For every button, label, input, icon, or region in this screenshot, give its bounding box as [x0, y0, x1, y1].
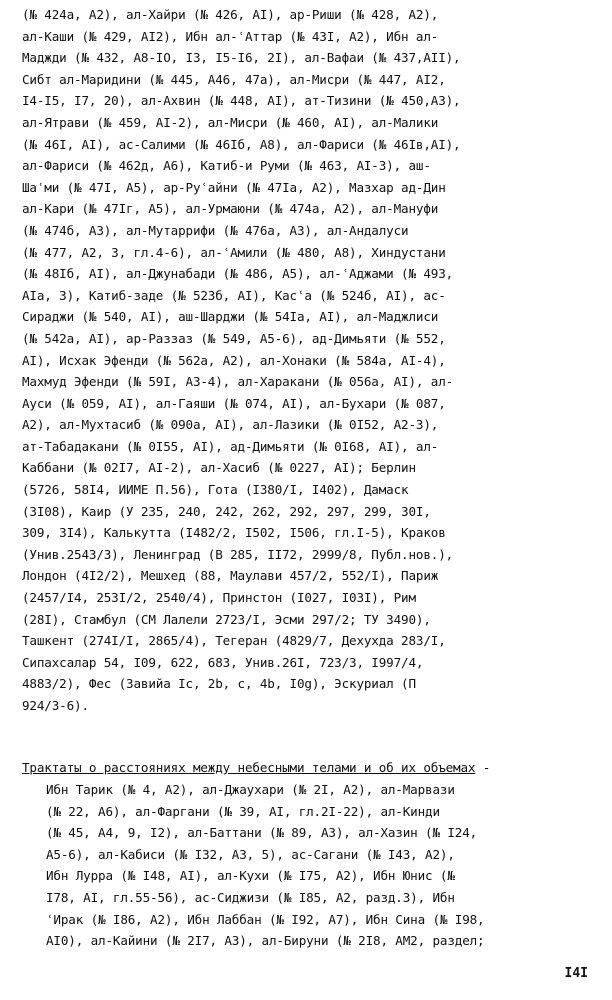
text-line: 4883/2), Фес (Завийа Iс, 2b, с, 4b, I0g), Эскуриал (П: [22, 676, 416, 692]
text-line: Ибн Тарик (№ 4, А2), ал-Джаухари (№ 2I, А2), ал-Марвази: [46, 782, 455, 797]
text-line: Ташкент (274I/I, 2865/4), Тегеран (4829/7, Дехухда 283/I,: [22, 633, 446, 649]
text-line: 309, 3I4), Калькутта (I482/2, I502, I506, гл.I-5), Краков: [22, 525, 446, 541]
text-line: I4-I5, I7, 20), ал-Ахвин (№ 448, АI), ат-Тизини (№ 450,А3),: [22, 93, 461, 109]
text-line: (№ 48Iб, АI), ал-Джунабади (№ 486, А5), ал-ʿАджами (№ 493,: [22, 266, 454, 282]
bibliography-continuation: [22, 4, 602, 717]
text-line: (№ 46I, АI), ас-Салими (№ 46Iб, А8), ал-Фариси (№ 46Iв,АI),: [22, 136, 461, 152]
text-line: (№ 424а, А2), ал-Хайри (№ 426, АI), ар-Риши (№ 428, А2),: [22, 7, 439, 22]
section-heading-row: [22, 757, 602, 779]
text-line: (№ 45, А4, 9, I2), ал-Баттани (№ 89, А3), ал-Хазин (№ I24,: [46, 825, 478, 841]
text-line: АIа, 3), Катиб-заде (№ 523б, АI), Касʿа (№ 524б, АI), ас-: [22, 287, 446, 303]
text-line: Маджди (№ 432, А8-IO, I3, I5-I6, 2I), ал-Вафаи (№ 437,АII),: [22, 50, 461, 66]
text-line: (Унив.2543/3), Ленинград (В 285, II72, 2999/8, Публ.нов.),: [22, 546, 454, 562]
text-line: (№ 542а, АI), ар-Раззаз (№ 549, А5-6), ад-Димьяти (№ 552,: [22, 330, 446, 346]
text-line: ал-Кари (№ 47Iг, А5), ал-Урмаюни (№ 474а, А2), ал-Мануфи: [22, 201, 439, 217]
text-line: (5726, 58I4, ИИМЕ П.56), Гота (I380/I, I402), Дамаск: [22, 482, 409, 498]
section-heading-line: [22, 757, 602, 779]
text-line: (№ 474б, А3), ал-Мутаррифи (№ 476а, А3), ал-Андалуси: [22, 222, 409, 238]
section-entries: [22, 779, 602, 952]
text-line: (3I08), Каир (У 235, 240, 242, 262, 292, 297, 299, 30I,: [22, 503, 431, 519]
text-line: Шаʿми (№ 47I, А5), ар-Руʿайни (№ 47Iа, А2), Мазхар ад-Дин: [22, 179, 446, 195]
text-line: Лондон (4I2/2), Мешхед (88, Маулави 457/2, 552/I), Париж: [22, 568, 439, 584]
text-line: Сибт ал-Маридини (№ 445, А46, 47а), ал-Мисри (№ 447, АI2,: [22, 71, 446, 87]
text-line: Сипахсалар 54, I09, 622, 683, Унив.26I, 723/3, I997/4,: [22, 654, 424, 670]
text-line: (№ 477, А2, 3, гл.4-6), ал-ʿАмили (№ 480, А8), Хиндустани: [22, 244, 446, 260]
text-line: Сираджи (№ 540, АI), аш-Шарджи (№ 54Iа, АI), ал-Маджлиси: [22, 309, 439, 325]
text-line: ал-Фариси (№ 462д, А6), Катиб-и Руми (№ 463, АI-3), аш-: [22, 158, 431, 174]
text-line: (28I), Стамбул (СМ Лалели 2723/I, Эсми 297/2; ТУ 3490),: [22, 611, 431, 627]
text-line: А2), ал-Мухтасиб (№ 090а, АI), ал-Лазики (№ 0I52, А2-3),: [22, 417, 439, 433]
text-line: (2457/I4, 253I/2, 2540/4), Принстон (I027, I03I), Рим: [22, 590, 416, 606]
text-line: ал-Ятрави (№ 459, АI-2), ал-Мисри (№ 460, АI), ал-Малики: [22, 114, 439, 130]
text-line: Ибн Лурра (№ I48, АI), ал-Кухи (№ I75, А2), Ибн Юнис (№: [46, 868, 455, 884]
text-line: АI0), ал-Кайини (№ 2I7, А3), ал-Бируни (№ 2I8, АМ2, раздел;: [46, 933, 485, 949]
text-line: ʿИрак (№ I86, А2), Ибн Лаббан (№ I92, А7), Ибн Сина (№ I98,: [46, 911, 485, 927]
text-line: Махмуд Эфенди (№ 59I, А3-4), ал-Харакани (№ 056а, АI), ал-: [22, 374, 454, 390]
text-line: 924/3-6).: [22, 698, 89, 713]
heading-dash: -: [475, 760, 491, 775]
text-line: Каббани (№ 02I7, АI-2), ал-Хасиб (№ 0227, АI); Берлин: [22, 460, 416, 476]
page-number: I4I: [564, 966, 588, 981]
text-line: АI), Исхак Эфенди (№ 562а, А2), ал-Хонаки (№ 584а, АI-4),: [22, 352, 446, 368]
text-line: I78, АI, гл.55-56), ас-Сиджизи (№ I85, А2, разд.3), Ибн: [46, 889, 455, 905]
text-line: (№ 22, А6), ал-Фаргани (№ 39, АI, гл.2I-22), ал-Кинди: [46, 803, 440, 819]
text-line: Ауси (№ 059, АI), ал-Гаяши (№ 074, АI), ал-Бухари (№ 087,: [22, 395, 446, 411]
text-line: ал-Каши (№ 429, АI2), Ибн ал-ʿАттар (№ 43I, А2), Ибн ал-: [22, 28, 439, 44]
section-heading: Трактаты о расстояниях между небесными телами и об их объемах: [22, 760, 476, 775]
text-line: А5-6), ал-Кабиси (№ I32, А3, 5), ас-Сагани (№ I43, А2),: [46, 846, 455, 862]
text-line: ат-Табадакани (№ 0I55, АI), ад-Димьяти (№ 0I68, АI), ал-: [22, 438, 439, 454]
